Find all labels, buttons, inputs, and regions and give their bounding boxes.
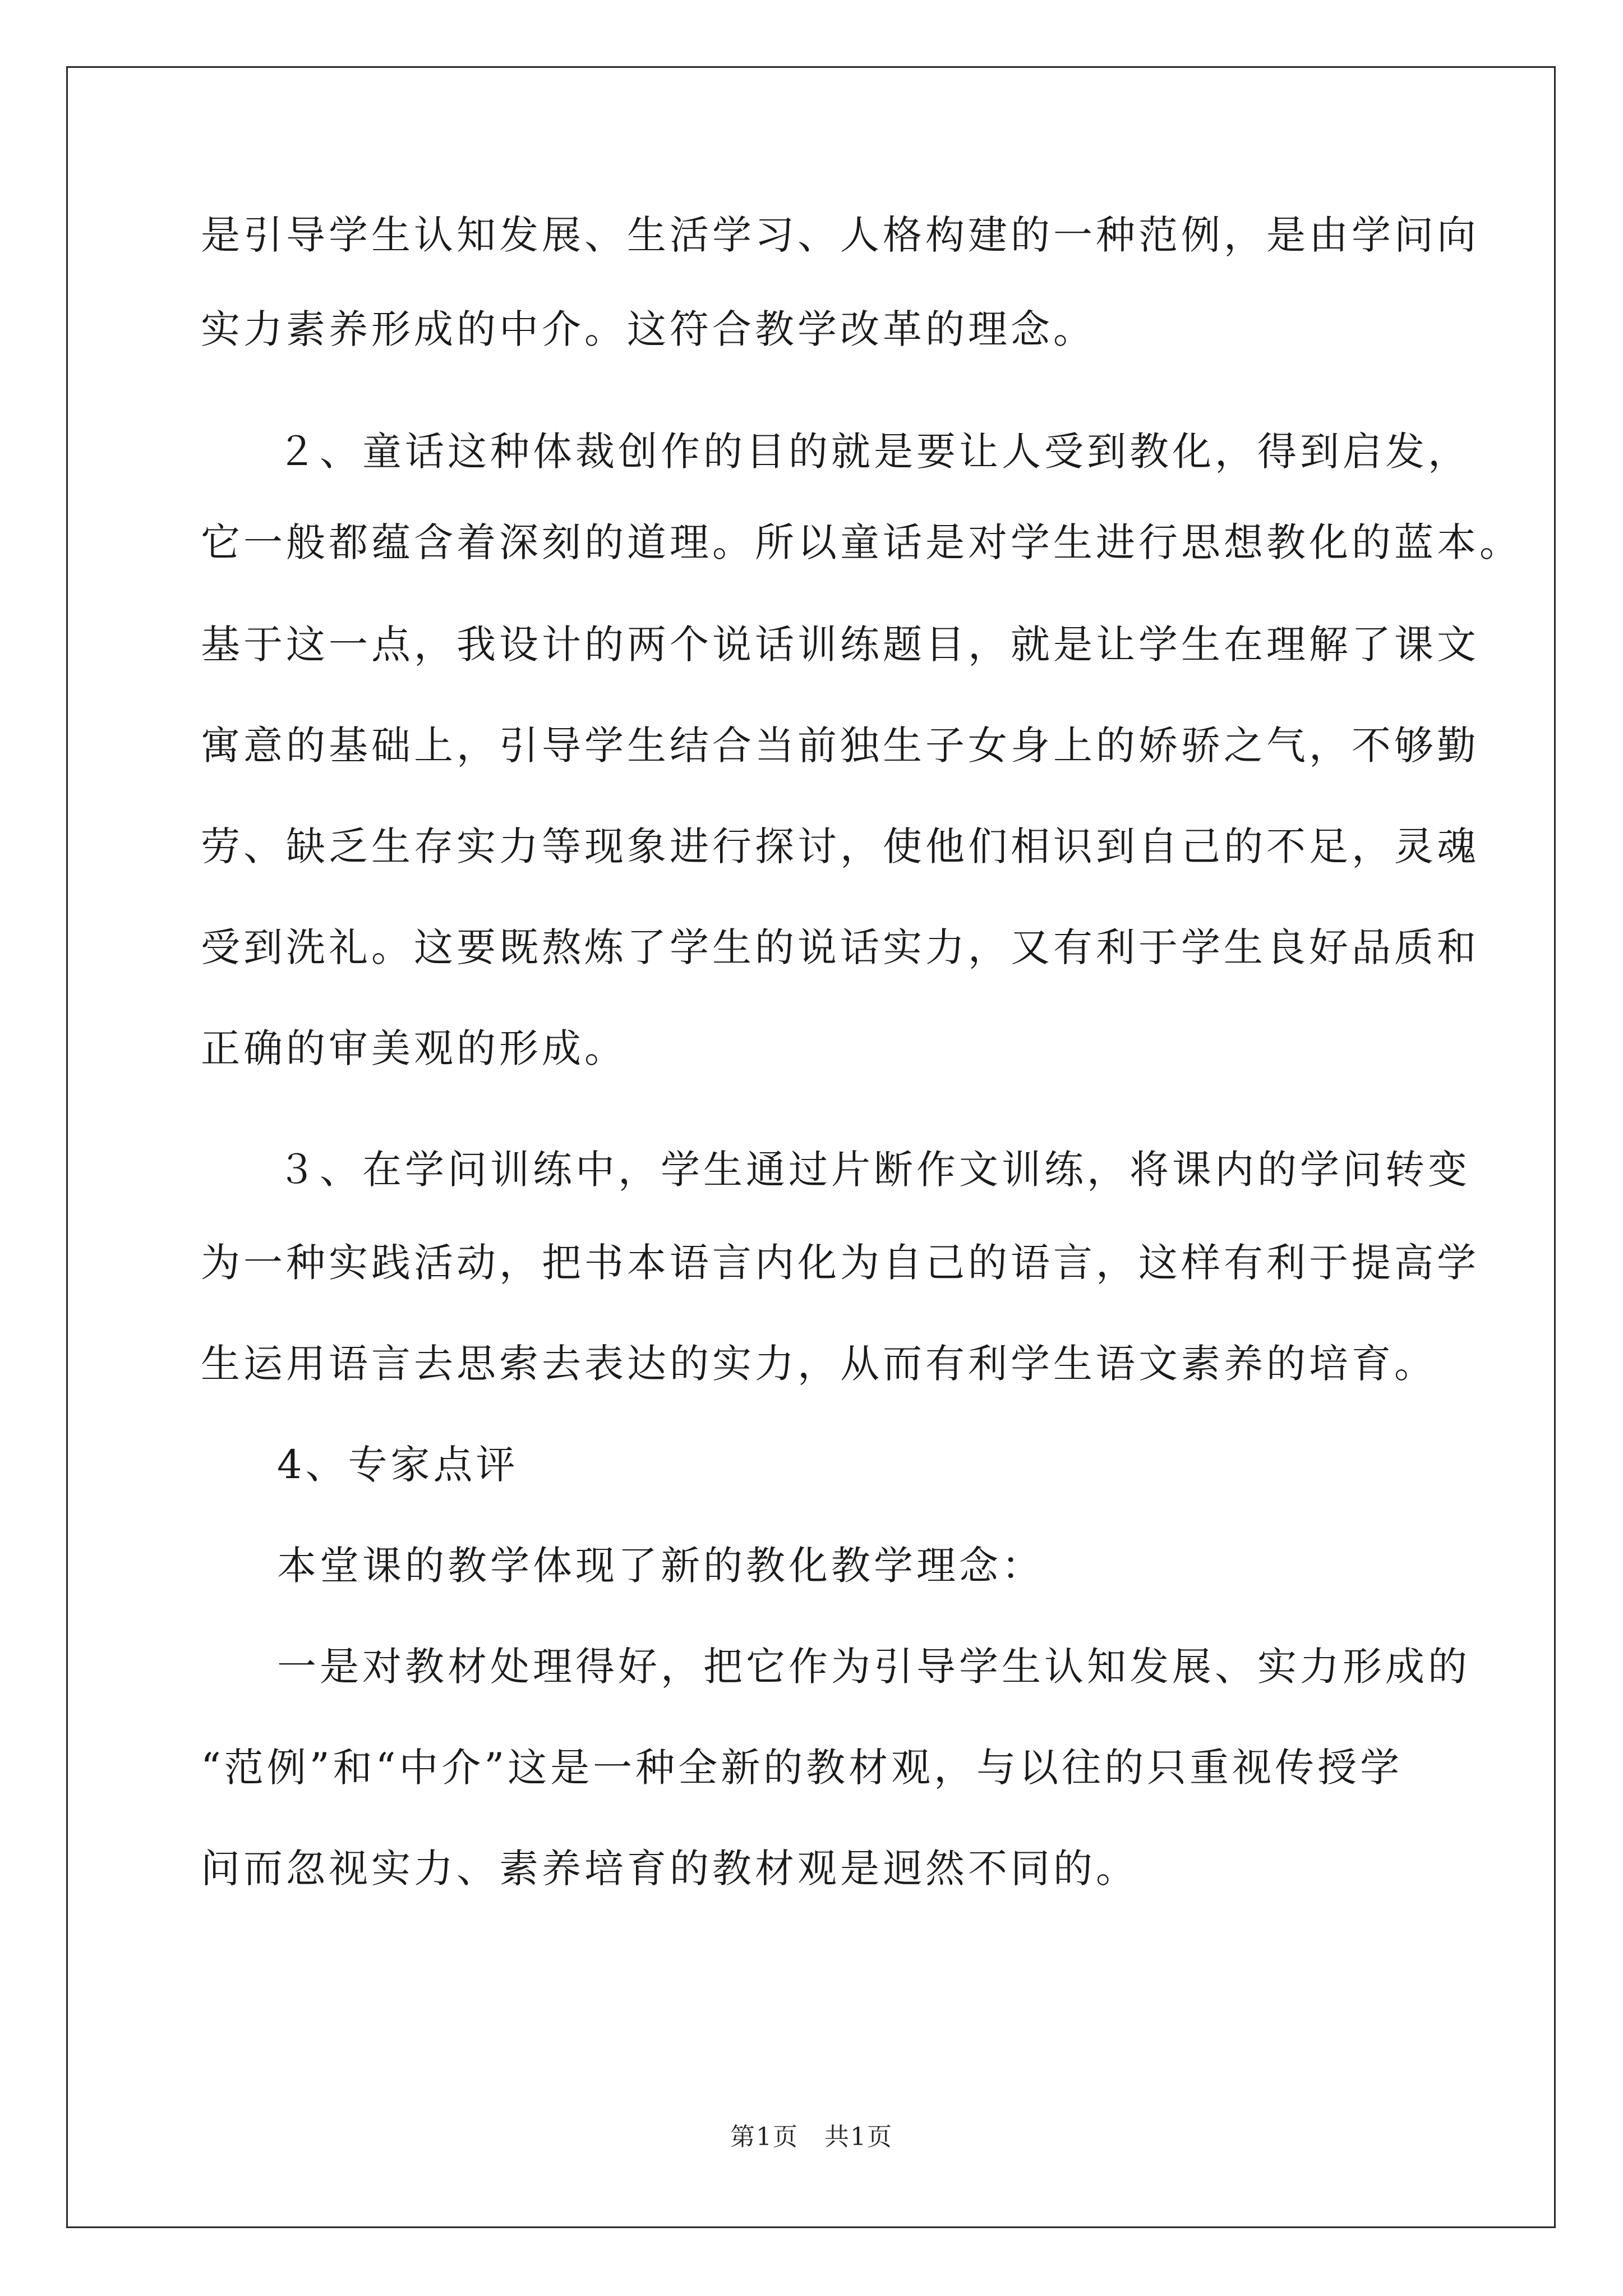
text-line: 劳、缺乏生存实力等现象进行探讨，使他们相识到自己的不足，灵魂 bbox=[201, 823, 1479, 869]
page-number-footer: 第1页 共1页 bbox=[730, 2123, 893, 2151]
text-line: 基于这一点，我设计的两个说话训练题目，就是让学生在理解了课文 bbox=[201, 622, 1479, 668]
text-line: 问而忽视实力、素养培育的教材观是迥然不同的。 bbox=[201, 1846, 1138, 1892]
text-line: 受到洗礼。这要既熬炼了学生的说话实力，又有利于学生良好品质和 bbox=[201, 924, 1479, 970]
text-line: 正确的审美观的形成。 bbox=[201, 1025, 627, 1071]
text-line: ２、童话这种体裁创作的目的就是要让人受到教化，得到启发， bbox=[277, 429, 1470, 475]
text-line: 是引导学生认知发展、生活学习、人格构建的一种范例，是由学问向 bbox=[201, 212, 1479, 258]
text-line: 一是对教材处理得好，把它作为引导学生认知发展、实力形成的 bbox=[277, 1644, 1470, 1690]
text-line: 实力素养形成的中介。这符合教学改革的理念。 bbox=[201, 306, 1096, 352]
text-line: 本堂课的教学体现了新的教化教学理念： bbox=[277, 1543, 1044, 1589]
text-line: ３、在学问训练中，学生通过片断作文训练，将课内的学问转变 bbox=[277, 1147, 1470, 1193]
text-line: 生运用语言去思索去表达的实力，从而有利学生语文素养的培育。 bbox=[201, 1341, 1437, 1387]
text-line: “范例”和“中介”这是一种全新的教材观，与以往的只重视传授学 bbox=[201, 1745, 1403, 1791]
text-line: 为一种实践活动，把书本语言内化为自己的语言，这样有利于提高学 bbox=[201, 1240, 1479, 1286]
text-line: 寓意的基础上，引导学生结合当前独生子女身上的娇骄之气，不够勤 bbox=[201, 723, 1479, 769]
text-line: 它一般都蕴含着深刻的道理。所以童话是对学生进行思想教化的蓝本。 bbox=[201, 519, 1522, 565]
text-line: 4、专家点评 bbox=[277, 1442, 519, 1488]
